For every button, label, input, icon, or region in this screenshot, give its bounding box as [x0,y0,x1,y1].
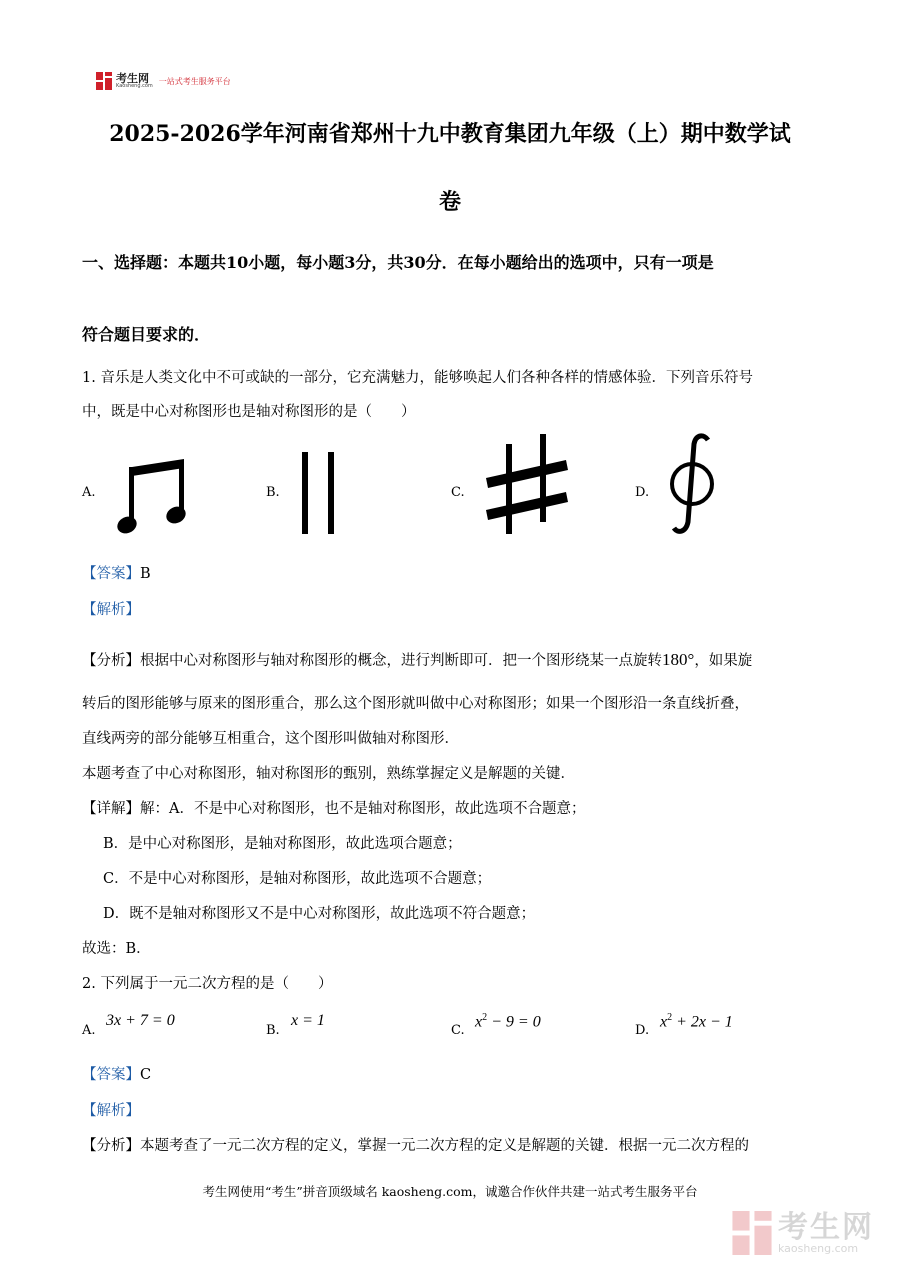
answer-tag: 【答案】 [82,566,140,582]
q1-detail-line3: C．不是中心对称图形，是轴对称图形，故此选项不合题意； [103,871,492,887]
q1-fenxi-line4: 本题考查了中心对称图形，轴对称图形的甄别，熟练掌握定义是解题的关键． [82,766,575,782]
kaosheng-logo-icon [96,72,112,90]
q2-analysis-tag: 【解析】 [82,1103,140,1119]
q2-answer-row [82,1068,151,1083]
q1-fenxi-line1 [82,651,752,669]
watermark-logo-icon [732,1211,772,1255]
logo-slogan: 一站式考生服务平台 [158,76,231,86]
section-heading-line2: 符合题目要求的． [82,325,211,344]
q2-d-base: x [660,1013,668,1031]
q2-option-a-expr: 3x + 7 = 0 [106,1012,175,1029]
q1-detail-line2: B．是中心对称图形，是轴对称图形，故此选项合题意； [103,836,462,852]
q1-stem-line2: 中，既是中心对称图形也是轴对称图形的是（ ） [82,404,416,420]
q2-fenxi-line1 [82,1139,749,1154]
q1-conclusion: 故选：B． [82,941,151,957]
q2-option-d-label: D. [635,1023,650,1038]
page-title-line1: 2025-2026学年河南省郑州十九中教育集团九年级（上）期中数学试 [109,121,791,147]
fenxi-tag: 【分析】 [82,1138,140,1154]
watermark-name: 考生网 [778,1209,874,1245]
q2-fenxi-text1: 本题考查了一元二次方程的定义，掌握一元二次方程的定义是解题的关键．根据一元二次方程的 [140,1138,749,1154]
section-heading-line1: 一、选择题：本题共10小题，每小题3分，共30分．在每小题给出的选项中，只有一项是 [82,253,714,272]
q1-stem-line1: 1. 音乐是人类文化中不可或缺的一部分，它充满魅力，能够唤起人们各种各样的情感体验．下列音乐符号 [82,370,753,386]
q1-fenxi-line3: 直线两旁的部分能够互相重合，这个图形叫做轴对称图形． [82,731,459,747]
q1-answer-row [82,567,151,582]
answer-tag: 【答案】 [82,1067,140,1083]
watermark [732,1211,874,1255]
site-logo[interactable] [96,72,231,90]
q1-option-c-label: C. [451,485,465,500]
q2-d-sup: 2 [667,1012,673,1023]
q1-option-b-label: B. [266,485,280,500]
q2-option-d-expr [660,1012,733,1031]
q1-detail-line1 [82,802,585,817]
q2-d-rest: + 2x − 1 [672,1013,733,1031]
q2-c-rest: − 9 = 0 [487,1013,541,1031]
angle-value: 180° [662,650,695,669]
q1-fenxi-text1-end: ，如果旋 [694,653,753,669]
q1-analysis-tag: 【解析】 [82,602,140,618]
q2-option-a-label: A. [82,1023,96,1038]
q1-answer-value: B [140,566,151,582]
q2-option-c-label: C. [451,1023,465,1038]
page-title-line2: 卷 [438,189,461,215]
page-footer: 考生网使用“考生”拼音顶级域名 kaosheng.com，诚邀合作伙伴共建一站式考生服务平台 [202,1184,698,1199]
fenxi-tag: 【分析】 [82,653,140,669]
q1-fenxi-text1: 根据中心对称图形与轴对称图形的概念，进行判断即可．把一个图形绕某一点旋转 [140,653,662,669]
sharp-sign-icon [482,434,572,534]
watermark-domain: kaosheng.com [778,1241,859,1255]
q1-fenxi-line2: 转后的图形能够与原来的图形重合，那么这个图形就叫做中心对称图形；如果一个图形沿一条直线折叠， [82,696,749,712]
beamed-eighth-notes-icon [112,455,192,537]
q2-option-c-expr [475,1012,541,1031]
q2-stem: 2. 下列属于一元二次方程的是（ ） [82,976,333,992]
q2-c-base: x [475,1013,483,1031]
q2-option-b-expr: x = 1 [291,1012,325,1029]
detail-tag: 【详解】 [82,801,140,817]
q1-option-a-label: A. [82,485,96,500]
logo-name: 考生网 [116,72,149,85]
q1-detail-line4: D．既不是轴对称图形又不是中心对称图形，故此选项不符合题意； [103,906,536,922]
double-bar-icon [292,450,352,536]
logo-domain: Kaosheng.com [116,83,153,89]
q1-option-d-label: D. [635,485,650,500]
q2-answer-value: C [140,1067,152,1083]
q1-detail-text1: 解：A．不是中心对称图形，也不是轴对称图形，故此选项不合题意； [140,801,586,817]
q2-option-b-label: B. [266,1023,280,1038]
q2-c-sup: 2 [482,1012,488,1023]
contour-integral-icon [664,432,724,536]
